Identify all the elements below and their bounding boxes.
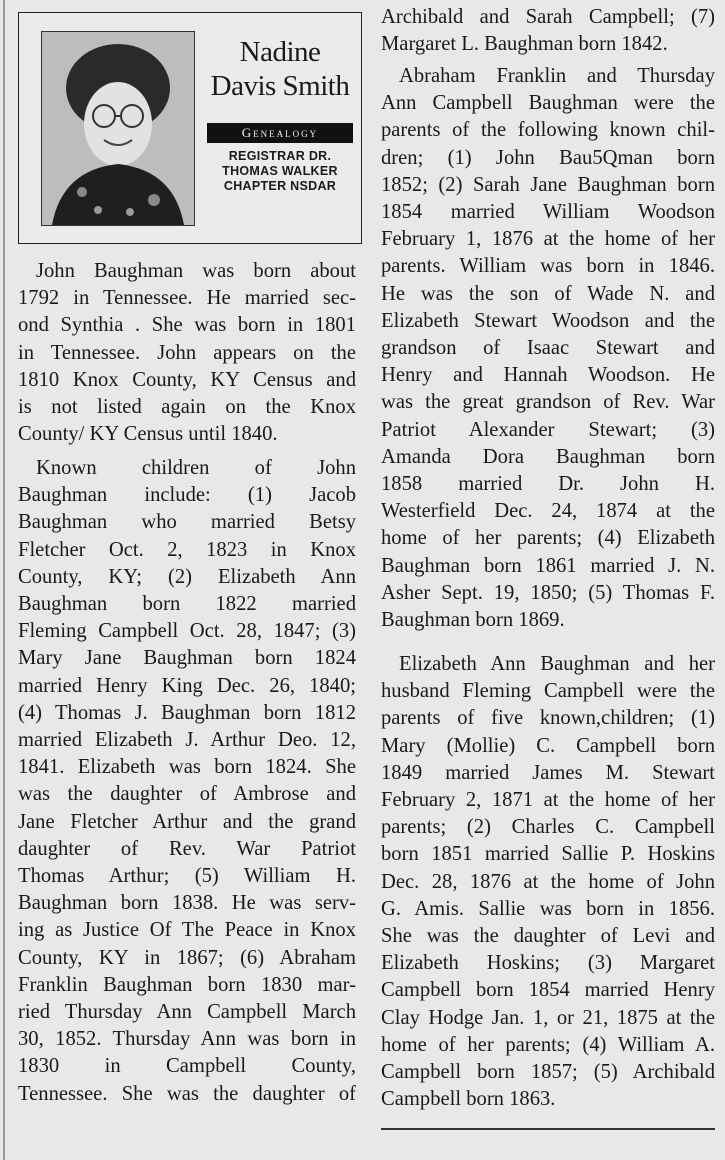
- text-line: (4) Thomas J. Baughman born 1812: [18, 701, 356, 724]
- text-line: ried Thursday Ann Campbell March: [18, 1001, 356, 1024]
- byline: [205, 35, 355, 194]
- text-line: married Henry King Dec. 26, 1840;: [18, 674, 356, 697]
- text-line: Westerfield Dec. 24, 1874 at the: [381, 500, 715, 523]
- text-line: Ann Campbell Baughman were the: [381, 92, 715, 115]
- text-line: home of her parents; (4) Elizabeth: [381, 527, 715, 550]
- text-line: grandson of Isaac Stewart and: [381, 337, 715, 360]
- author-role: REGISTRAR DR. THOMAS WALKER CHAPTER NSDAR: [222, 149, 338, 193]
- text-line: 1792 in Tennessee. He married sec-: [18, 287, 356, 310]
- text-line: Elizabeth Ann Baughman and her: [399, 653, 715, 675]
- text-line: County, KY; (2) Elizabeth Ann: [18, 565, 356, 588]
- paragraph-5: [381, 651, 715, 1113]
- text-line: 1852; (2) Sarah Jane Baughman born: [381, 173, 715, 196]
- text-line: daughter of Rev. War Patriot: [18, 837, 356, 860]
- text-line: Thomas Arthur; (5) William H.: [18, 865, 356, 888]
- text-line: 30, 1852. Thursday Ann was born in: [18, 1028, 356, 1051]
- text-line: County/ KY Census until 1840.: [18, 423, 278, 446]
- author-photo: [41, 31, 195, 226]
- text-line: Fleming Campbell Oct. 28, 1847; (3): [18, 620, 356, 643]
- text-line: Asher Sept. 19, 1850; (5) Thomas F.: [381, 581, 715, 604]
- text-line: Baughman born 1869.: [381, 609, 565, 632]
- text-line: Margaret L. Baughman born 1842.: [381, 33, 668, 56]
- text-line: Fletcher Oct. 2, 1823 in Knox: [18, 538, 356, 561]
- text-line: 1854 married William Woodson: [381, 201, 715, 224]
- text-line: County, KY in 1867; (6) Abraham: [18, 946, 356, 969]
- portrait-image: [42, 32, 194, 225]
- text-line: Baughman include: (1) Jacob: [18, 484, 356, 507]
- text-line: Campbell born 1857; (5) Archibald: [381, 1061, 715, 1084]
- paragraph-2: [18, 455, 356, 1108]
- text-line: 1841. Elizabeth was born 1824. She: [18, 756, 356, 779]
- text-line: was the daughter of Ambrose and: [18, 783, 356, 806]
- text-line: Henry and Hannah Woodson. He: [381, 364, 715, 387]
- text-line: February 1, 1876 at the home of her: [381, 228, 715, 251]
- text-line: Baughman born 1861 married J. N.: [381, 554, 715, 577]
- text-line: was the great grandson of Rev. War: [381, 391, 715, 414]
- text-line: ond Synthia . She was born in 1801: [18, 314, 356, 337]
- text-line: Franklin Baughman born 1830 mar-: [18, 973, 356, 996]
- text-line: Mary Jane Baughman born 1824: [18, 647, 356, 670]
- text-line: parents of the following known chil-: [381, 119, 715, 142]
- text-line: dren; (1) John Bau5Qman born: [381, 146, 715, 169]
- text-line: husband Fleming Campbell were the: [381, 680, 715, 703]
- text-line: Patriot Alexander Stewart; (3): [381, 418, 715, 441]
- text-line: Campbell born 1854 married Henry: [381, 979, 715, 1002]
- text-line: John Baughman was born about: [36, 260, 356, 282]
- text-line: home of her parents; (4) William A.: [381, 1033, 715, 1056]
- text-line: Abraham Franklin and Thursday: [399, 65, 715, 87]
- text-line: Elizabeth Stewart Woodson and the: [381, 309, 715, 332]
- text-line: ing as Justice Of The Peace in Knox: [18, 919, 356, 942]
- text-line: in Tennessee. John appears on the: [18, 341, 356, 364]
- text-line: Elizabeth Hoskins; (3) Margaret: [381, 952, 715, 975]
- text-line: born 1851 married Sallie P. Hoskins: [381, 843, 715, 866]
- text-line: Jane Fletcher Arthur and the grand: [18, 810, 356, 833]
- author-name: Nadine Davis Smith: [210, 36, 350, 102]
- text-line: He was the son of Wade N. and: [381, 282, 715, 305]
- text-line: Tennessee. She was the daughter of: [18, 1082, 356, 1105]
- text-line: Amanda Dora Baughman born: [381, 445, 715, 468]
- paragraph-4: [381, 63, 715, 634]
- text-line: She was the daughter of Levi and: [381, 925, 715, 948]
- text-line: G. Amis. Sallie was born in 1856.: [381, 897, 715, 920]
- text-line: 1858 married Dr. John H.: [381, 473, 715, 496]
- text-line: Dec. 28, 1876 at the home of John: [381, 870, 715, 893]
- bottom-rule: [381, 1128, 715, 1130]
- text-line: parents. William was born in 1846.: [381, 255, 715, 278]
- text-line: Baughman born 1838. He was serv-: [18, 892, 356, 915]
- column-title: Genealogy: [207, 123, 353, 143]
- text-line: February 2, 1871 at the home of her: [381, 789, 715, 812]
- text-line: Known children of John: [36, 457, 356, 479]
- text-line: married Elizabeth J. Arthur Deo. 12,: [18, 729, 356, 752]
- text-line: 1830 in Campbell County,: [18, 1055, 356, 1078]
- text-line: Archibald and Sarah Campbell; (7): [381, 6, 715, 28]
- paragraph-3: [381, 4, 715, 58]
- text-line: Mary (Mollie) C. Campbell born: [381, 734, 715, 757]
- column-divider: [3, 0, 5, 1160]
- text-line: Campbell born 1863.: [381, 1088, 556, 1111]
- text-line: Baughman born 1822 married: [18, 593, 356, 616]
- text-line: 1810 Knox County, KY Census and: [18, 368, 356, 391]
- text-line: parents of five known,children; (1): [381, 707, 715, 730]
- paragraph-1: [18, 258, 356, 448]
- text-line: Baughman who married Betsy: [18, 511, 356, 534]
- text-line: 1849 married James M. Stewart: [381, 761, 715, 784]
- text-line: Clay Hodge Jan. 1, or 21, 1875 at the: [381, 1006, 715, 1029]
- text-line: is not listed again on the Knox: [18, 396, 356, 419]
- text-line: parents; (2) Charles C. Campbell: [381, 816, 715, 839]
- column-header: [18, 12, 362, 244]
